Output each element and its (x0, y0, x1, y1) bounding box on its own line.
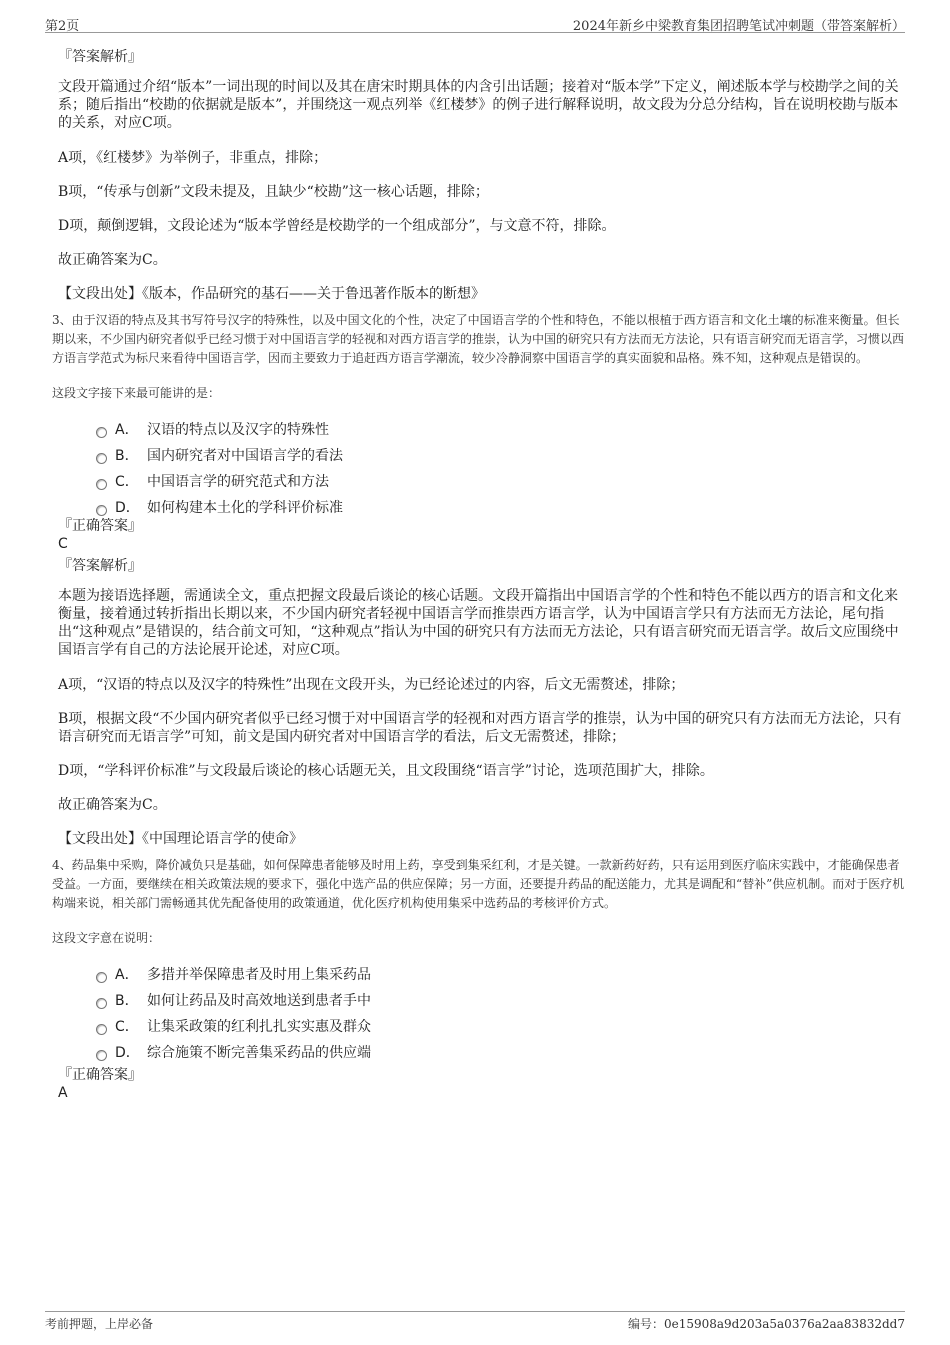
q3-option-d[interactable]: D． 如何构建本土化的学科评价标准 (96, 499, 905, 517)
q2-conclusion: 故正确答案为C。 (58, 252, 167, 268)
q3-analysis-d: D项，“学科评价标准”与文段最后谈论的核心话题无关，且文段围绕“语言学”讨论，选项范围扩大，排除。 (58, 763, 714, 779)
page-footer (45, 1311, 905, 1334)
document-code: 编号：0e15908a9d203a5a0376a2aa83832dd7 (627, 1317, 905, 1331)
q3-source: 【文段出处】《中国理论语言学的使命》 (58, 831, 303, 847)
radio-icon[interactable] (96, 479, 107, 490)
q4-answer-label: 『正确答案』 (58, 1067, 142, 1083)
q3-option-c[interactable]: C． 中国语言学的研究范式和方法 (96, 473, 905, 499)
footer-slogan: 考前押题，上岸必备 (45, 1317, 154, 1331)
page-number: 第2页 (45, 19, 80, 34)
q4-options (96, 966, 905, 1062)
radio-icon[interactable] (96, 453, 107, 464)
q2-analysis: 文段开篇通过介绍“版本”一词出现的时间以及其在唐宋时期具体的内含引出话题；接着对“版本学”下定义，阐述版本学与校勘学之间的关系；随后指出“校勘的依据就是版本”，并围绕这一观点列举《红楼梦》的例子进行解释说明，故文段为分总分结构，旨在说明校勘与版本的关系，对应C项。 (58, 79, 899, 131)
q3-analysis-b: B项，根据文段“不少国内研究者似乎已经习惯于对中国语言学的轻视和对西方语言学的推崇，认为中国的研究只有方法而无方法论，只有语言研究而无语言学”可知，前文是国内研究者对中国语言学的看法，后文无需赘述，排除； (58, 711, 902, 745)
q3-option-a[interactable]: A． 汉语的特点以及汉字的特殊性 (96, 421, 905, 447)
q3-answer: C (58, 536, 68, 552)
q4-option-a[interactable]: A． 多措并举保障患者及时用上集采药品 (96, 966, 905, 992)
radio-icon[interactable] (96, 1050, 107, 1061)
q3-analysis-label: 『答案解析』 (58, 558, 142, 574)
q3-analysis: 本题为接语选择题，需通读全文，重点把握文段最后谈论的核心话题。文段开篇指出中国语言学的个性和特色不能以西方的语言和文化来衡量，接着通过转折指出长期以来，不少国内研究者轻视中国语言学而推崇西方语言学，认为中国语言学只有方法而无方法论，尾句指出“这种观点”是错误的，结合前文可知，“这种观点”指认为中国的研究只有方法而无方法论，只有语言研究而无语言学。故后文应围绕中国语言学有自己的方法论展开论述，对应C项。 (58, 588, 899, 658)
q3-answer-label: 『正确答案』 (58, 518, 142, 534)
q3-analysis-a: A项，“汉语的特点以及汉字的特殊性”出现在文段开头，为已经论述过的内容，后文无需赘述，排除； (58, 677, 685, 693)
q3-stem: 3、由于汉语的特点及其书写符号汉字的特殊性，以及中国文化的个性，决定了中国语言学的个性和特色，不能以根植于西方语言和文化土壤的标准来衡量。但长期以来，不少国内研究者似乎已经习惯于对中国语言学的轻视和对西方语言学的推崇，认为中国的研究只有方法而无方法论，只有语言研究而无语言学，习惯以西方语言学范式为标尺来看待中国语言学，因而主要致力于追赶西方语言学潮流，较少冷静洞察中国语言学的真实面貌和品格。殊不知，这种观点是错误的。 (52, 313, 905, 365)
q3-question: 这段文字接下来最可能讲的是： (52, 386, 221, 400)
q4-option-d[interactable]: D． 综合施策不断完善集采药品的供应端 (96, 1044, 905, 1062)
q4-option-c[interactable]: C． 让集采政策的红利扎扎实实惠及群众 (96, 1018, 905, 1044)
q3-conclusion: 故正确答案为C。 (58, 797, 167, 813)
radio-icon[interactable] (96, 1024, 107, 1035)
q4-answer: A (58, 1085, 68, 1101)
radio-icon[interactable] (96, 972, 107, 983)
q3-options (96, 421, 905, 517)
q2-analysis-label: 『答案解析』 (58, 49, 142, 65)
radio-icon[interactable] (96, 427, 107, 438)
q3-option-b[interactable]: B． 国内研究者对中国语言学的看法 (96, 447, 905, 473)
radio-icon[interactable] (96, 998, 107, 1009)
q4-question: 这段文字意在说明： (52, 931, 161, 945)
document-title: 2024年新乡中梁教育集团招聘笔试冲刺题（带答案解析） (572, 19, 905, 34)
q2-analysis-d: D项，颠倒逻辑，文段论述为“版本学曾经是校勘学的一个组成部分”，与文意不符，排除。 (58, 218, 616, 234)
q2-analysis-a: A项，《红楼梦》为举例子，非重点，排除； (58, 150, 328, 166)
q2-source: 【文段出处】《版本，作品研究的基石——关于鲁迅著作版本的断想》 (58, 286, 485, 302)
page-content (52, 44, 905, 1102)
q2-analysis-b: B项，“传承与创新”文段未提及，且缺少“校勘”这一核心话题，排除； (58, 184, 489, 200)
radio-icon[interactable] (96, 505, 107, 516)
q4-stem: 4、药品集中采购，降价减负只是基础，如何保障患者能够及时用上药，享受到集采红利，才是关键。一款新药好药，只有运用到医疗临床实践中，才能确保患者受益。一方面，要继续在相关政策法规的要求下，强化中选产品的供应保障；另一方面，还要提升药品的配送能力，尤其是调配和“替补”供应机制。而对于医疗机构端来说，相关部门需畅通其优先配备使用的政策通道，优化医疗机构使用集采中选药品的考核评价方式。 (52, 858, 905, 910)
q4-option-b[interactable]: B． 如何让药品及时高效地送到患者手中 (96, 992, 905, 1018)
page-header (45, 12, 905, 33)
